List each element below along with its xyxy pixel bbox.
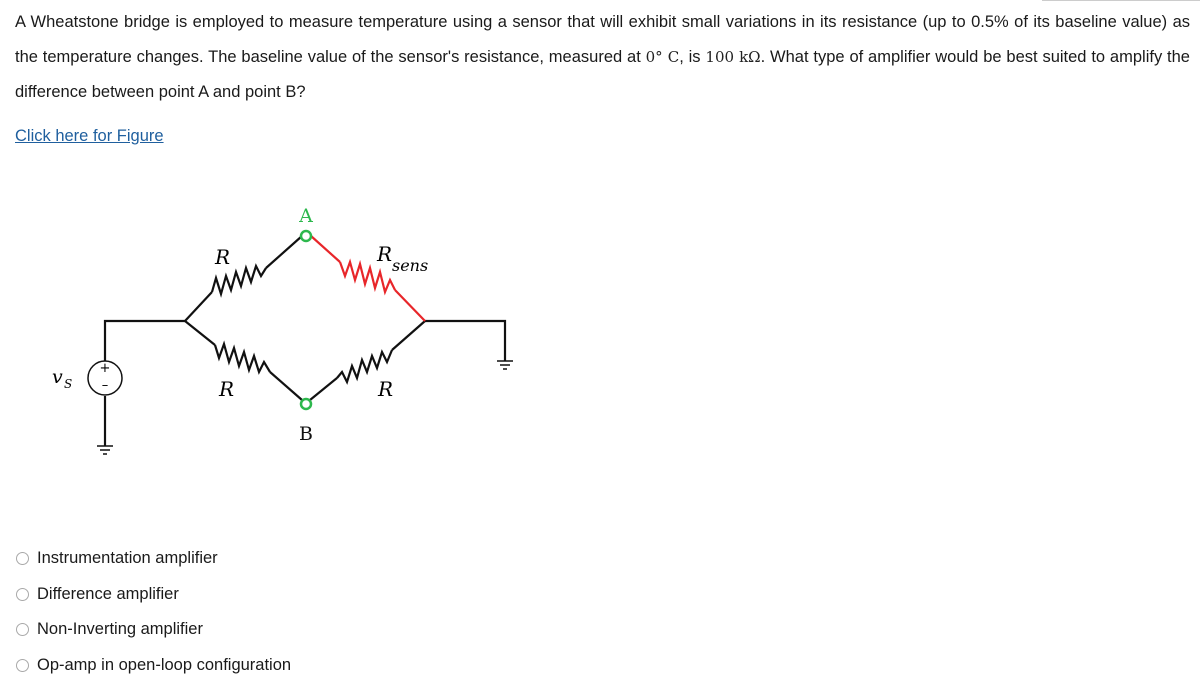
radio-button[interactable] <box>16 552 29 565</box>
question-part-2: , is <box>679 48 705 66</box>
sensor-label: R <box>376 242 392 266</box>
resistor-bottom-left <box>215 344 270 372</box>
radio-button[interactable] <box>16 659 29 672</box>
temperature-value: 0° C <box>646 48 680 66</box>
node-b-terminal <box>301 399 311 409</box>
sensor-label-sub: sens <box>392 256 428 275</box>
node-b-label: B <box>299 423 313 445</box>
resistance-value: 100 kΩ <box>705 48 760 66</box>
option-label: Op-amp in open-loop configuration <box>37 656 291 675</box>
figure-link[interactable]: Click here for Figure <box>15 127 164 146</box>
ground-icon-left <box>97 446 113 454</box>
radio-button[interactable] <box>16 588 29 601</box>
option-label: Difference amplifier <box>37 585 179 604</box>
resistor-label-top-left: R <box>214 245 230 269</box>
node-a-label: A <box>298 205 313 227</box>
radio-button[interactable] <box>16 623 29 636</box>
resistor-label-bottom-right: R <box>377 377 393 401</box>
resistor-label-bottom-left: R <box>218 377 234 401</box>
option-difference-amplifier[interactable] <box>16 577 291 613</box>
ground-icon-right <box>497 361 513 369</box>
resistor-top-left <box>212 266 266 294</box>
source-plus-sign: + <box>100 361 111 376</box>
option-label: Non-Inverting amplifier <box>37 620 203 639</box>
answer-options <box>16 541 291 683</box>
option-non-inverting-amplifier[interactable] <box>16 612 291 648</box>
node-a-terminal <box>301 231 311 241</box>
option-instrumentation-amplifier[interactable] <box>16 541 291 577</box>
question-part-3: . What type of amplifier would be best suited to amplify the difference between point A and point B? <box>15 48 1190 101</box>
option-open-loop-op-amp[interactable] <box>16 648 291 683</box>
option-label: Instrumentation amplifier <box>37 549 218 568</box>
question-part-1: A Wheatstone bridge is employed to measure temperature using a sensor that will exhibit small variations in its resistance (up to 0.5% of its baseline value) as the temperature changes. The baseline value of the sensor's resistance, measured at <box>15 13 1190 66</box>
source-minus-sign: – <box>102 378 109 393</box>
source-label: v <box>52 366 63 388</box>
source-label-sub: S <box>64 377 72 391</box>
sensor-resistor-branch <box>311 236 425 321</box>
resistor-sensor <box>340 262 395 292</box>
